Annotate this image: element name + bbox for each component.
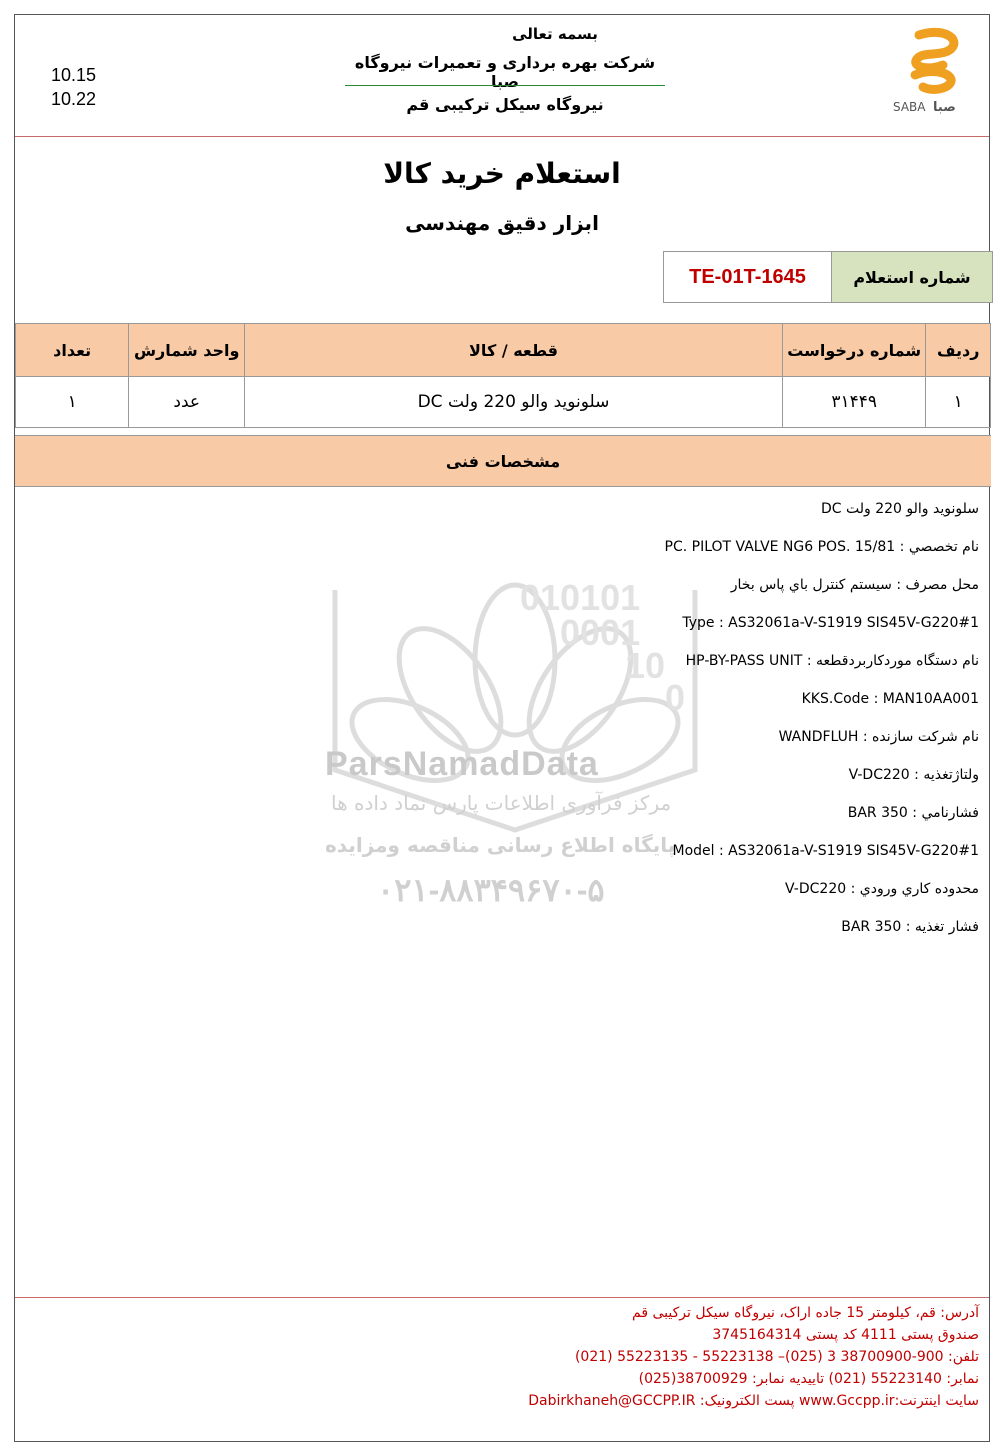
spec-line: سلونوید والو 220 ولت DC <box>820 501 979 517</box>
svg-text:10: 10 <box>625 645 666 686</box>
saba-logo <box>889 25 973 117</box>
watermark-line-1: مرکز فرآوری اطلاعات پارس نماد داده ها <box>331 791 672 815</box>
spec-line: محدوده كاري ورودي : V-DC220 <box>785 881 979 897</box>
watermark-phone: ۰۲۱-۸۸۳۴۹۶۷۰-۵ <box>377 872 605 908</box>
inquiry-number: TE-01T-1645 <box>689 265 806 288</box>
spec-line: نام تخصصي : PC. PILOT VALVE NG6 POS. 15/81 <box>664 539 979 555</box>
inquiry-label: شماره استعلام <box>831 252 992 302</box>
header-unit: واحد شمارش <box>129 324 245 377</box>
footer-fax: نمابر: 55223140 (021) تاییدیه نمابر: 38700929(025) <box>638 1371 979 1387</box>
spec-line: فشار تغذيه : BAR 350 <box>841 919 979 935</box>
spec-line: نام شرکت سازنده : WANDFLUH <box>778 729 979 745</box>
company-name: شرکت بهره برداری و تعمیرات نیروگاه صبا <box>354 53 656 91</box>
version-line-1: 10.15 <box>51 65 97 85</box>
spec-line: Model : AS32061a-V-S1919 SIS45V-G220#1 <box>672 843 979 859</box>
header-divider <box>15 136 989 137</box>
company-underline <box>345 85 665 86</box>
items-table <box>15 323 991 428</box>
spec-line: محل مصرف : سيستم كنترل باي پاس بخار <box>730 577 979 593</box>
footer-address: آدرس: قم، کیلومتر 15 جاده اراک، نیروگاه سیکل ترکیبی قم <box>632 1305 979 1321</box>
bismillah-heading: بسمه تعالی <box>512 25 598 43</box>
inquiry-number-box <box>663 251 993 303</box>
plant-name: نیروگاه سیکل ترکیبی قم <box>406 95 604 114</box>
header-item: قطعه / کالا <box>245 324 783 377</box>
watermark-line-2: پایگاه اطلاع رسانی مناقصه ومزایده <box>325 833 676 857</box>
svg-text:0001: 0001 <box>560 612 641 653</box>
footer-divider <box>15 1297 989 1298</box>
document-subtitle: ابزار دقیق مهندسی <box>405 211 599 235</box>
version-line-2: 10.22 <box>51 89 97 109</box>
spec-line: نام دستگاه موردکاربردقطعه : HP-BY-PASS UNIT <box>685 653 979 669</box>
spec-line: KKS.Code : MAN10AA001 <box>801 691 979 707</box>
svg-text:SABA: SABA <box>893 100 926 114</box>
items-header-row <box>16 324 991 377</box>
header-qty: تعداد <box>16 324 129 377</box>
document-page <box>14 14 990 1442</box>
svg-text:صبا: صبا <box>933 100 956 115</box>
spec-line: ولتاژتغذيه : V-DC220 <box>848 767 979 783</box>
document-title: استعلام خرید کالا <box>383 157 621 190</box>
footer-phone: تلفن: 900-38700900 3 (025)– 55223138 - 55223135 (021) <box>574 1349 979 1365</box>
specs-header: مشخصات فنی <box>15 435 991 487</box>
header-row: ردیف <box>926 324 991 377</box>
spec-line: Type : AS32061a-V-S1919 SIS45V-G220#1 <box>682 615 979 631</box>
cell-row: ۱ <box>926 377 991 428</box>
svg-text:0: 0 <box>665 677 686 718</box>
svg-text:010101: 010101 <box>520 577 641 618</box>
footer-pobox: صندوق پستی 4111 کد پستی 3745164314 <box>712 1327 979 1343</box>
cell-item: سلونوید والو 220 ولت DC <box>245 377 783 428</box>
header-request-no: شماره درخواست <box>782 324 926 377</box>
spec-line: فشارنامي : BAR 350 <box>847 805 979 821</box>
table-row <box>16 377 991 428</box>
footer-web-email: سایت اینترنت:www.Gccpp.ir پست الکترونیک: Dabirkhaneh@GCCPP.IR <box>528 1393 979 1409</box>
watermark-brand: ParsNamadData <box>325 745 599 783</box>
cell-qty: ۱ <box>16 377 129 428</box>
cell-unit: عدد <box>129 377 245 428</box>
cell-request-no: ۳۱۴۴۹ <box>782 377 926 428</box>
